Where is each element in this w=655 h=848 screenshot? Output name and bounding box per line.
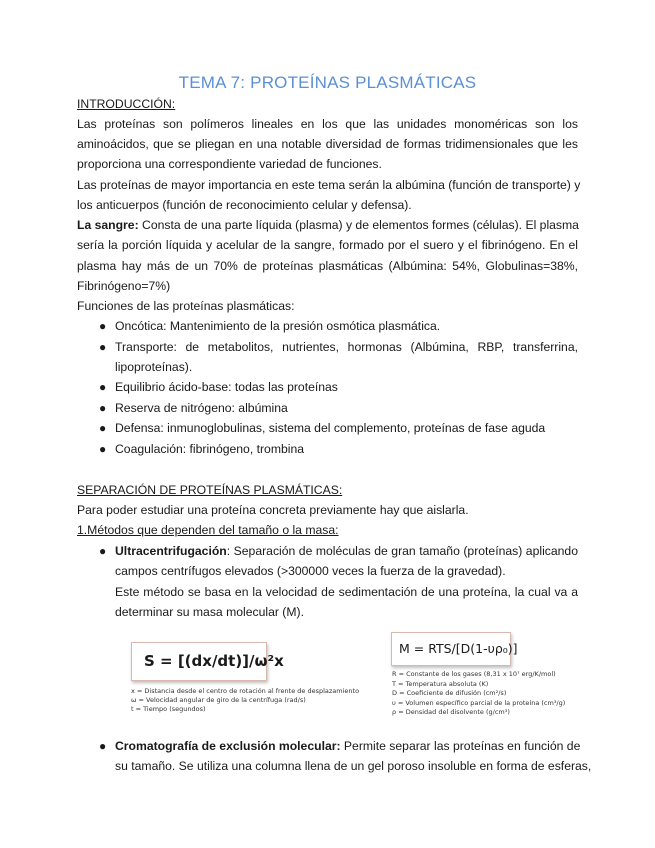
bullet-icon: ● [99, 739, 107, 753]
legend-line: ω = Velocidad angular de giro de la centrífuga (rad/s) [131, 696, 306, 704]
blood-text: Consta de una parte líquida (plasma) y de elementos formes (células). El plasma [138, 218, 579, 232]
intro-heading: INTRODUCCIÓN: [77, 97, 176, 111]
legend-line: t = Tiempo (segundos) [131, 705, 206, 713]
bullet-icon: ● [99, 401, 107, 415]
function-item: Oncótica: Mantenimiento de la presión osmótica plasmática. [115, 319, 441, 333]
legend-line: υ = Volumen específico parcial de la proteína (cm³/g) [392, 698, 566, 707]
legend-line: R = Constante de los gases (8,31 x 10⁷ erg/K/mol) [392, 670, 556, 678]
crom-text: Permite separar las proteínas en función de [340, 739, 581, 753]
legend-line: T = Temperatura absoluta (K) [392, 679, 489, 688]
blood-label: La sangre: [77, 218, 139, 232]
molecular-mass-formula [391, 632, 518, 666]
function-item: Equilibrio ácido-base: todas las proteínas [115, 380, 338, 394]
bullet-icon: ● [99, 319, 107, 333]
function-item-cont: lipoproteínas). [115, 360, 193, 374]
intro-p3-line1 [77, 217, 578, 233]
ultra-label: Ultracentrifugación [115, 544, 227, 558]
intro-p3-line2: sería la porción líquida y acelular de la sangre, formado por el suero y el fibrinógeno. En el [77, 238, 578, 252]
intro-p1-line2: aminoácidos, que se pliegan en una notable diversidad de formas tridimensionales que les [77, 137, 578, 151]
bullet-icon: ● [99, 380, 107, 394]
ultra-text: : Separación de moléculas de gran tamaño (proteínas) aplicando [226, 544, 578, 558]
functions-intro: Funciones de las proteínas plasmáticas: [77, 299, 295, 313]
crom-line2: su tamaño. Se utiliza una columna llena de un gel poroso insoluble en forma de esferas, [115, 759, 592, 773]
bullet-icon: ● [99, 421, 107, 435]
formula1-legend [131, 687, 359, 714]
legend-line: x = Distancia desde el centro de rotación al frente de desplazamiento [131, 687, 360, 695]
separation-heading: SEPARACIÓN DE PROTEÍNAS PLASMÁTICAS: [77, 483, 343, 497]
ultra2-line1: Este método se basa en la velocidad de sedimentación de una proteína, la cual va a [115, 585, 578, 599]
legend-line: D = Coeficiente de difusión (cm²/s) [392, 689, 507, 697]
intro-p3-line4: Fibrinógeno=7%) [77, 279, 171, 293]
separation-intro: Para poder estudiar una proteína concreta previamente hay que aislarla. [77, 503, 469, 517]
ultra2-line2: determinar su masa molecular (M). [115, 605, 304, 619]
crom-line1 [115, 738, 581, 754]
sedimentation-formula-text: S = [(dx/dt)]/ω²x [144, 652, 284, 670]
legend-line: ρ = Densidad del disolvente (g/cm³) [392, 708, 510, 716]
function-item: Defensa: inmunoglobulinas, sistema del complemento, proteínas de fase aguda [115, 421, 546, 435]
sedimentation-formula [131, 642, 284, 681]
molecular-mass-formula-text: M = RTS/[D(1-υρ₀)] [399, 641, 518, 656]
function-item: Transporte: de metabolitos, nutrientes, hormonas (Albúmina, RBP, transferrina, [115, 340, 578, 354]
intro-p1-line1: Las proteínas son polímeros lineales en los que las unidades monoméricas son los [77, 117, 578, 131]
crom-label: Cromatografía de exclusión molecular: [115, 739, 341, 753]
function-item: Coagulación: fibrinógeno, trombina [115, 442, 305, 456]
ultra-line1 [115, 543, 578, 559]
page-title: TEMA 7: PROTEÍNAS PLASMÁTICAS [178, 73, 477, 92]
bullet-icon: ● [99, 544, 107, 558]
bullet-icon: ● [99, 340, 107, 354]
intro-p2-line1: Las proteínas de mayor importancia en este tema serán la albúmina (función de transporte) y [77, 178, 581, 192]
function-item: Reserva de nitrógeno: albúmina [115, 401, 288, 415]
ultra-line2: campos centrífugos elevados (>300000 veces la fuerza de la gravedad). [115, 564, 506, 578]
bullet-icon: ● [99, 442, 107, 456]
formula2-legend [392, 670, 565, 718]
methods-subheading: 1.Métodos que dependen del tamaño o la masa: [77, 523, 339, 537]
intro-p3-line3: plasma hay más de un 70% de proteínas plasmáticas (Albúmina: 54%, Globulinas=38%, [77, 259, 578, 273]
intro-p1-line3: proporciona una correspondiente variedad de funciones. [77, 157, 382, 171]
intro-p2-line2: los anticuerpos (función de reconocimiento celular y defensa). [77, 198, 412, 212]
